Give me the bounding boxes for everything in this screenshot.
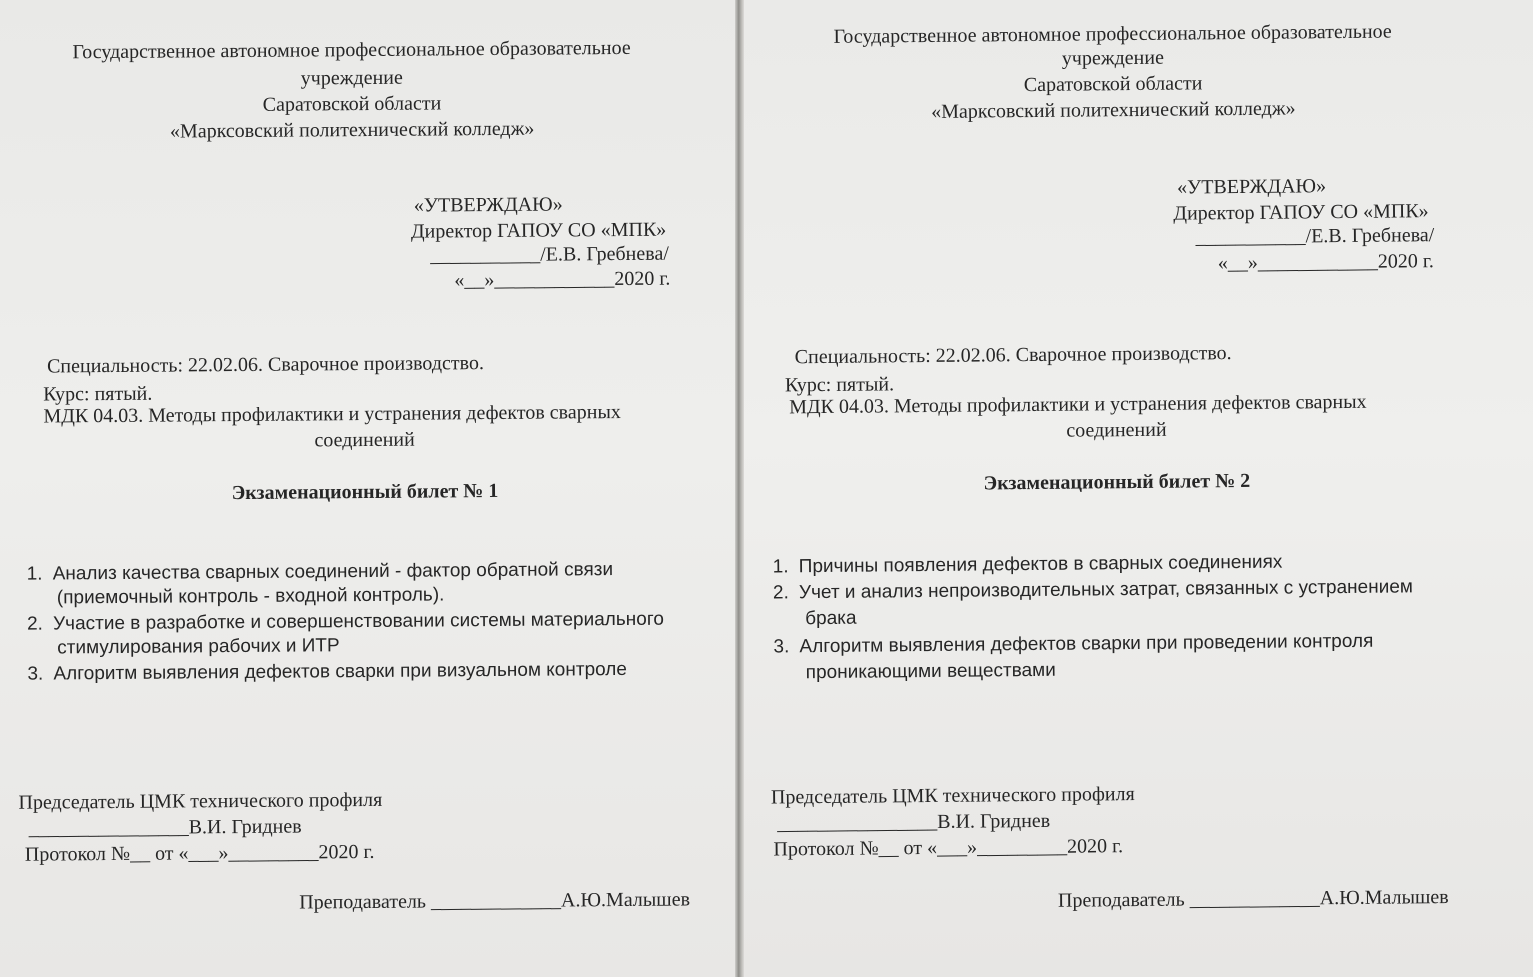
mdk-line-2: соединений — [1066, 418, 1167, 442]
institution-line-2: учреждение — [1061, 46, 1165, 70]
question-text: Причины появления дефектов в сварных соединениях — [798, 551, 1283, 578]
question-3 — [773, 630, 1373, 660]
question-2 — [773, 575, 1413, 605]
ticket-title: Экзаменационный билет № 1 — [231, 479, 499, 505]
course: Курс: пятый. — [43, 382, 153, 406]
approval-position: Директор ГАПОУ СО «МПК» — [410, 218, 667, 243]
approval-title: «УТВЕРЖДАЮ» — [1177, 175, 1327, 199]
chairman-title: Председатель ЦМК технического профиля — [18, 788, 383, 814]
question-number: 2. — [772, 582, 789, 604]
question-2-continued: брака — [805, 607, 857, 630]
chairman-title: Председатель ЦМК технического профиля — [770, 783, 1135, 809]
question-2-continued: стимулирования рабочих и ИТР — [57, 635, 340, 659]
teacher-line: Преподаватель _____________А.Ю.Малышев — [299, 888, 691, 914]
institution-line-2: учреждение — [300, 66, 403, 90]
question-number: 3. — [773, 636, 790, 658]
question-text: Учет и анализ непроизводительных затрат, связанных с устранением — [798, 576, 1414, 604]
approval-position: Директор ГАПОУ СО «МПК» — [1173, 200, 1429, 225]
institution-line-4: «Марксовский политехнический колледж» — [931, 97, 1296, 123]
question-3-continued: проникающими веществами — [805, 659, 1056, 684]
question-1 — [27, 558, 614, 587]
question-text: Алгоритм выявления дефектов сварки при визуальном контроле — [53, 658, 627, 685]
paper-fold-divider — [735, 0, 744, 977]
question-text: Алгоритм выявления дефектов сварки при проведении контроля — [799, 630, 1374, 658]
mdk-line-1: МДК 04.03. Методы профилактики и устранения дефектов сварных — [789, 390, 1367, 419]
ticket-sheet-2 — [742, 0, 1533, 977]
institution-line-3: Саратовской области — [1023, 72, 1203, 97]
mdk-line-1: МДК 04.03. Методы профилактики и устранения дефектов сварных — [43, 401, 621, 428]
chairman-signature: ________________В.И. Гриднев — [777, 809, 1051, 835]
question-1-continued: (приемочный контроль - входной контроль). — [56, 584, 445, 609]
institution-line-3: Саратовской области — [262, 92, 442, 116]
course: Курс: пятый. — [784, 373, 895, 397]
institution-line-1: Государственное автономное профессиональное образовательное — [833, 20, 1392, 48]
question-text: Анализ качества сварных соединений - фактор обратной связи — [52, 559, 614, 585]
teacher-line: Преподаватель _____________А.Ю.Малышев — [1057, 886, 1449, 912]
question-2 — [27, 608, 664, 637]
ticket-sheet-2-content — [742, 0, 1533, 977]
protocol-line: Протокол №__ от «___»_________2020 г. — [24, 840, 375, 866]
ticket-title: Экзаменационный билет № 2 — [983, 469, 1251, 495]
chairman-signature: ________________В.И. Гриднев — [28, 815, 302, 840]
protocol-line: Протокол №__ от «___»_________2020 г. — [773, 835, 1124, 861]
question-text: Участие в разработке и совершенствовании системы материального — [52, 608, 664, 635]
approval-signature: ___________/Е.В. Гребнева/ — [1195, 224, 1435, 249]
question-3 — [27, 658, 627, 687]
approval-date: «__»____________2020 г. — [454, 267, 671, 292]
question-number: 2. — [26, 613, 43, 635]
approval-signature: ___________/Е.В. Гребнева/ — [430, 242, 669, 267]
question-number: 3. — [27, 663, 44, 685]
institution-line-4: «Марксовский политехнический колледж» — [169, 117, 535, 143]
ticket-sheet-1-content — [0, 0, 737, 977]
question-number: 1. — [26, 563, 43, 585]
question-number: 1. — [772, 556, 789, 578]
approval-title: «УТВЕРЖДАЮ» — [413, 193, 563, 217]
ticket-sheet-1 — [0, 0, 737, 977]
specialty: Специальность: 22.02.06. Сварочное производство. — [794, 342, 1232, 369]
institution-line-1: Государственное автономное профессиональное образовательное — [72, 36, 631, 64]
mdk-line-2: соединений — [314, 428, 415, 452]
specialty: Специальность: 22.02.06. Сварочное производство. — [46, 352, 484, 378]
approval-date: «__»____________2020 г. — [1217, 250, 1434, 275]
question-1 — [773, 551, 1283, 580]
